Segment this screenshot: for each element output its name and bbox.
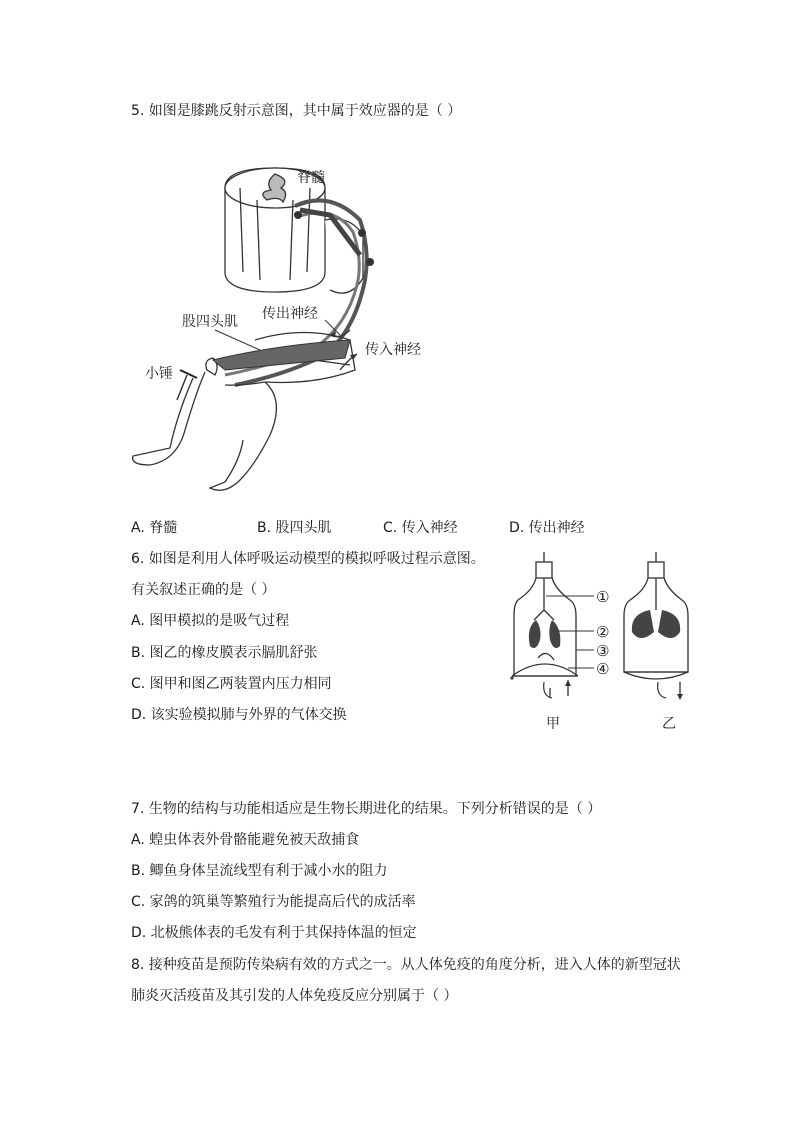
bell-jar-jia bbox=[511, 552, 578, 679]
bell-jar-yi bbox=[624, 552, 688, 679]
q6-stem-line2: 有关叙述正确的是（ ） bbox=[131, 582, 276, 598]
marker-4: ④ bbox=[596, 660, 610, 678]
label-quadriceps: 股四头肌 bbox=[182, 314, 238, 330]
q8-stem-line2: 肺炎灭活疫苗及其引发的人体免疫反应分别属于（ ） bbox=[131, 988, 458, 1004]
q5-option-d: D. 传出神经 bbox=[509, 520, 585, 536]
q7-option-c: C. 家鸽的筑巢等繁殖行为能提高后代的成活率 bbox=[131, 894, 416, 910]
q6-stem-line1: 6. 如图是利用人体呼吸运动模型的模拟呼吸过程示意图。 bbox=[131, 551, 485, 567]
label-jia: 甲 bbox=[546, 716, 560, 732]
q5-option-b: B. 股四头肌 bbox=[257, 520, 332, 536]
label-yi: 乙 bbox=[662, 716, 676, 732]
label-hammer: 小锤 bbox=[145, 366, 173, 382]
q6-option-a: A. 图甲模拟的是吸气过程 bbox=[131, 613, 290, 629]
q6-option-d: D. 该实验模拟肺与外界的气体交换 bbox=[131, 707, 347, 723]
q7-stem: 7. 生物的结构与功能相适应是生物长期进化的结果。下列分析错误的是（ ） bbox=[131, 801, 602, 817]
q8-stem-line1: 8. 接种疫苗是预防传染病有效的方式之一。从人体免疫的角度分析，进入人体的新型冠状 bbox=[131, 957, 681, 973]
breathing-model-figure bbox=[508, 548, 708, 738]
q7-option-d: D. 北极熊体表的毛发有利于其保持体温的恒定 bbox=[131, 925, 417, 941]
label-spinal-cord: 脊髓 bbox=[297, 170, 325, 186]
hammer-drawing bbox=[177, 370, 197, 400]
marker-3: ③ bbox=[596, 642, 610, 660]
label-efferent: 传出神经 bbox=[262, 306, 318, 322]
knee-reflex-figure bbox=[125, 160, 455, 505]
q7-option-a: A. 蝗虫体表外骨骼能避免被天敌捕食 bbox=[131, 832, 360, 848]
q6-option-c: C. 图甲和图乙两装置内压力相同 bbox=[131, 676, 332, 692]
q7-option-b: B. 鲫鱼身体呈流线型有利于减小水的阻力 bbox=[131, 863, 388, 879]
q5-option-c: C. 传入神经 bbox=[383, 520, 458, 536]
marker-2: ② bbox=[596, 623, 610, 641]
label-afferent: 传入神经 bbox=[365, 342, 421, 358]
marker-1: ① bbox=[596, 588, 610, 606]
q5-option-a: A. 脊髓 bbox=[131, 520, 178, 536]
q5-stem: 5. 如图是膝跳反射示意图，其中属于效应器的是（ ） bbox=[131, 103, 462, 119]
q6-option-b: B. 图乙的橡皮膜表示膈肌舒张 bbox=[131, 645, 318, 661]
